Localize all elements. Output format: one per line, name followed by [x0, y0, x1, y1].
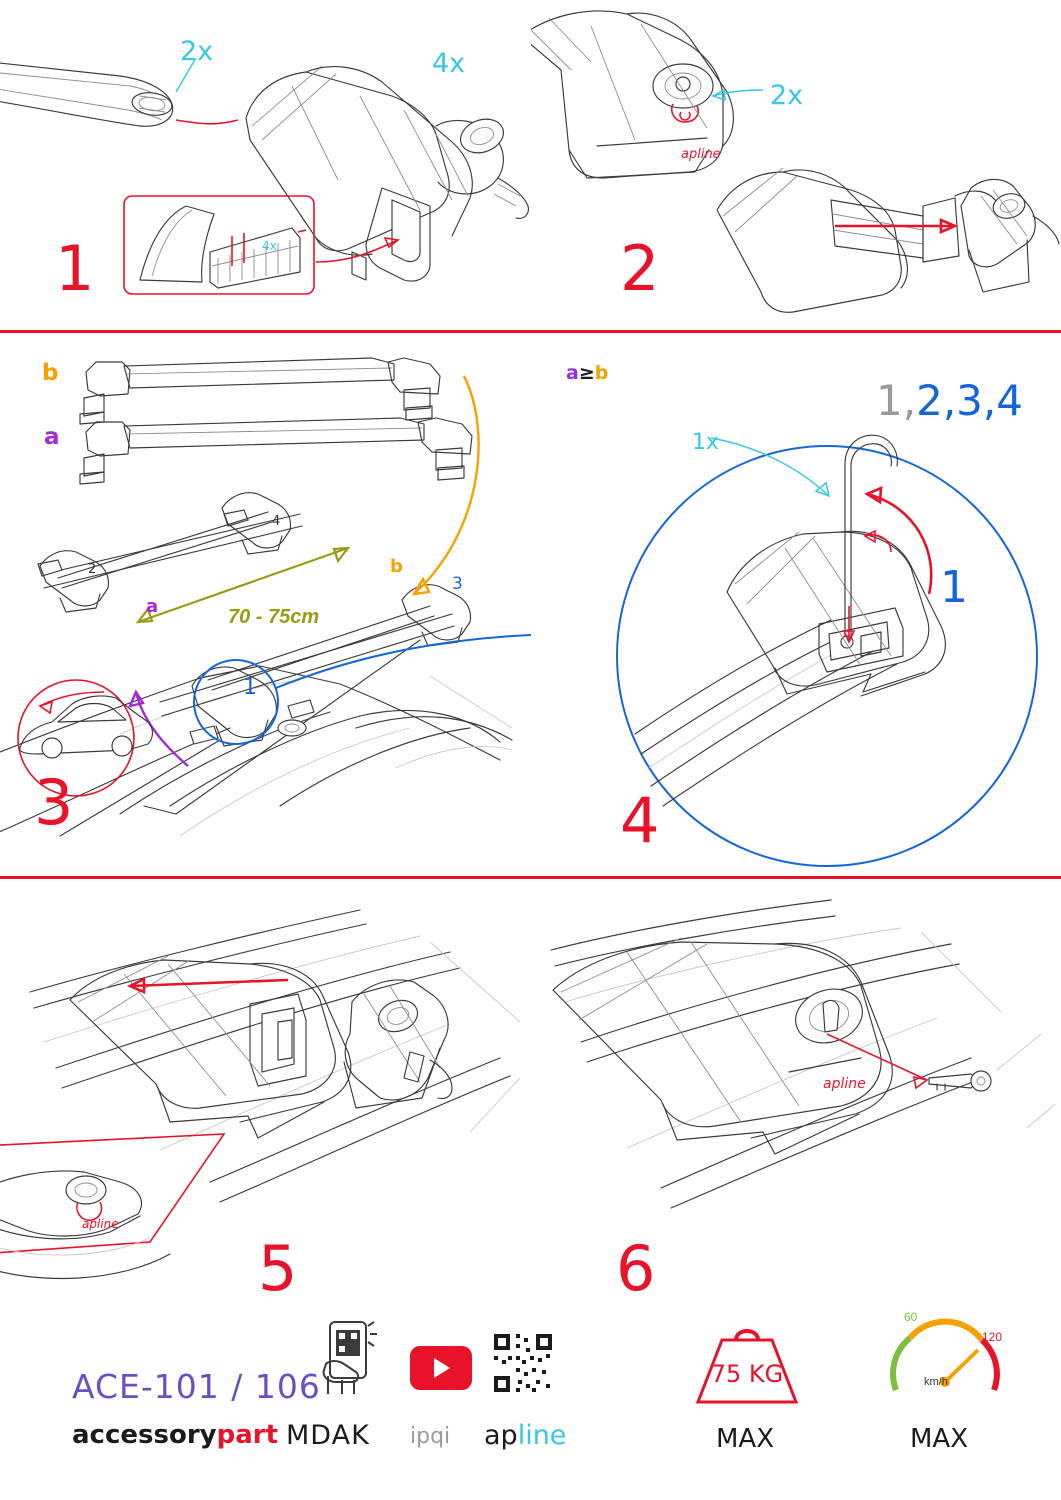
section-divider-2 — [0, 876, 1061, 879]
brand-accessory: accessory — [72, 1420, 217, 1450]
comparison-a: a — [566, 362, 579, 384]
brand-accessorypart — [72, 1420, 278, 1450]
step-3-marker-4: 4 — [272, 514, 281, 529]
step-4-comparison-note — [566, 362, 608, 384]
comparison-b: b — [594, 362, 609, 384]
svg-text:apline: apline — [681, 147, 721, 162]
max-speed-unit: km/h — [924, 1376, 948, 1388]
max-speed-value: 120 — [982, 1330, 1003, 1344]
step-3-marker-2: 2 — [88, 562, 97, 577]
step-3-arrow-label-b: b — [390, 556, 403, 577]
order-digit-1: 1 — [876, 376, 903, 425]
max-speed-min: 60 — [904, 1310, 918, 1324]
qr-code-icon[interactable] — [492, 1332, 554, 1394]
section-divider-1 — [0, 330, 1061, 333]
apline-logo — [484, 1420, 566, 1451]
step-4-tighten-order — [876, 376, 1023, 425]
svg-text:apline: apline — [82, 1217, 119, 1231]
step-3-number: 3 — [34, 766, 74, 839]
order-digits-234: 2,3,4 — [916, 376, 1023, 425]
step-2-number: 2 — [620, 232, 660, 305]
step-4-marker-1: 1 — [940, 562, 968, 613]
step-1-qty-4x: 4x — [432, 48, 466, 79]
step-2-illustration — [531, 0, 1061, 325]
step-1-number: 1 — [55, 232, 95, 305]
step-3-label-b: b — [42, 360, 59, 386]
step-5-number: 5 — [258, 1232, 298, 1305]
step-3-marker-3: 3 — [452, 574, 463, 594]
step-3-arrow-label-a: a — [146, 596, 159, 617]
phone-qr-scan-icon — [322, 1320, 378, 1396]
comparison-operator: ≥ — [578, 362, 595, 384]
svg-text:apline: apline — [823, 1076, 866, 1092]
step-3-spacing-dimension: 70 - 75cm — [228, 606, 320, 628]
brand-part: part — [216, 1420, 279, 1450]
step-4-qty-1x: 1x — [692, 430, 720, 455]
step-1-qty-2x: 2x — [180, 36, 214, 67]
max-load-value: 75 KG — [710, 1360, 784, 1388]
step-4-number: 4 — [620, 784, 660, 857]
mdak-logo: MDAK — [286, 1420, 370, 1451]
step-1-inset-qty-4x: 4x — [262, 239, 277, 253]
youtube-icon[interactable] — [410, 1346, 472, 1390]
apline-logo-ap: ap — [484, 1420, 518, 1451]
max-speed-icon — [886, 1312, 1004, 1408]
max-load-caption: MAX — [716, 1424, 775, 1454]
step-3-label-a: a — [44, 424, 60, 450]
step-6-number: 6 — [616, 1232, 656, 1305]
step-3-marker-1: 1 — [243, 675, 257, 700]
model-code: ACE-101 / 106 — [72, 1367, 321, 1406]
max-load-icon — [692, 1320, 802, 1406]
ipqi-logo: ipqi — [410, 1424, 451, 1449]
order-comma: , — [902, 376, 917, 425]
max-speed-caption: MAX — [910, 1424, 969, 1454]
step-6-illustration — [531, 882, 1061, 1305]
step-2-qty-2x: 2x — [770, 80, 804, 111]
apline-logo-line: line — [517, 1420, 567, 1451]
